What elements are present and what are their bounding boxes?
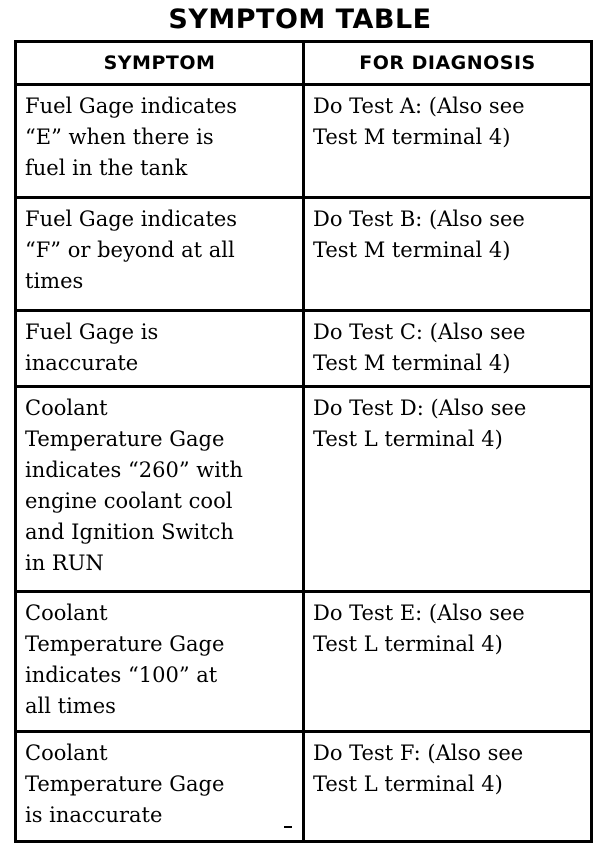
table-row	[16, 85, 592, 198]
symptom-line: indicates “260” with	[25, 458, 243, 482]
symptom-line: fuel in the tank	[25, 156, 188, 180]
table-row	[16, 387, 592, 592]
symptom-cell	[16, 311, 304, 387]
table-row	[16, 198, 592, 311]
diagnosis-cell	[304, 387, 592, 592]
symptom-line: engine coolant cool	[25, 489, 233, 513]
symptom-line: Coolant	[25, 741, 108, 765]
diagnosis-cell	[304, 85, 592, 198]
symptom-line: times	[25, 269, 84, 293]
page-mark	[284, 826, 292, 828]
symptom-line: “F” or beyond at all	[25, 238, 235, 262]
symptom-cell	[16, 592, 304, 732]
diagnosis-cell	[304, 198, 592, 311]
diagnosis-line: Test L terminal 4)	[313, 427, 503, 451]
symptom-line: Temperature Gage	[25, 427, 225, 451]
symptom-line: inaccurate	[25, 351, 139, 375]
table-title: SYMPTOM TABLE	[168, 4, 432, 35]
symptom-line: in RUN	[25, 551, 104, 575]
symptom-line: Coolant	[25, 396, 108, 420]
table-row	[16, 732, 592, 842]
symptom-line: Coolant	[25, 601, 108, 625]
symptom-line: Temperature Gage	[25, 772, 225, 796]
diagnosis-line: Do Test C: (Also see	[313, 320, 526, 344]
diagnosis-cell	[304, 592, 592, 732]
diagnosis-cell	[304, 732, 592, 842]
symptom-line: “E” when there is	[25, 125, 214, 149]
symptom-cell	[16, 387, 304, 592]
symptom-line: Fuel Gage is	[25, 320, 159, 344]
symptom-cell	[16, 198, 304, 311]
symptom-line: all times	[25, 694, 116, 718]
symptom-cell	[16, 732, 304, 842]
symptom-line: is inaccurate	[25, 803, 163, 827]
symptom-line: Fuel Gage indicates	[25, 94, 238, 118]
diagnosis-line: Do Test A: (Also see	[313, 94, 525, 118]
diagnosis-line: Test M terminal 4)	[313, 125, 511, 149]
diagnosis-line: Do Test E: (Also see	[313, 601, 525, 625]
symptom-cell	[16, 85, 304, 198]
diagnosis-line: Test M terminal 4)	[313, 238, 511, 262]
symptom-line: and Ignition Switch	[25, 520, 234, 544]
diagnosis-cell	[304, 311, 592, 387]
diagnosis-line: Test L terminal 4)	[313, 632, 503, 656]
diagnosis-line: Test M terminal 4)	[313, 351, 511, 375]
header-row	[16, 42, 592, 85]
symptom-line: Temperature Gage	[25, 632, 225, 656]
diagnosis-line: Do Test D: (Also see	[313, 396, 527, 420]
table-row	[16, 592, 592, 732]
symptom-line: indicates “100” at	[25, 663, 218, 687]
symptom-table	[14, 40, 593, 843]
table-row	[16, 311, 592, 387]
diagnosis-line: Do Test F: (Also see	[313, 741, 524, 765]
diagnosis-column-header: FOR DIAGNOSIS	[304, 42, 592, 85]
symptom-line: Fuel Gage indicates	[25, 207, 238, 231]
diagnosis-line: Do Test B: (Also see	[313, 207, 525, 231]
symptom-column-header: SYMPTOM	[16, 42, 304, 85]
diagnosis-line: Test L terminal 4)	[313, 772, 503, 796]
